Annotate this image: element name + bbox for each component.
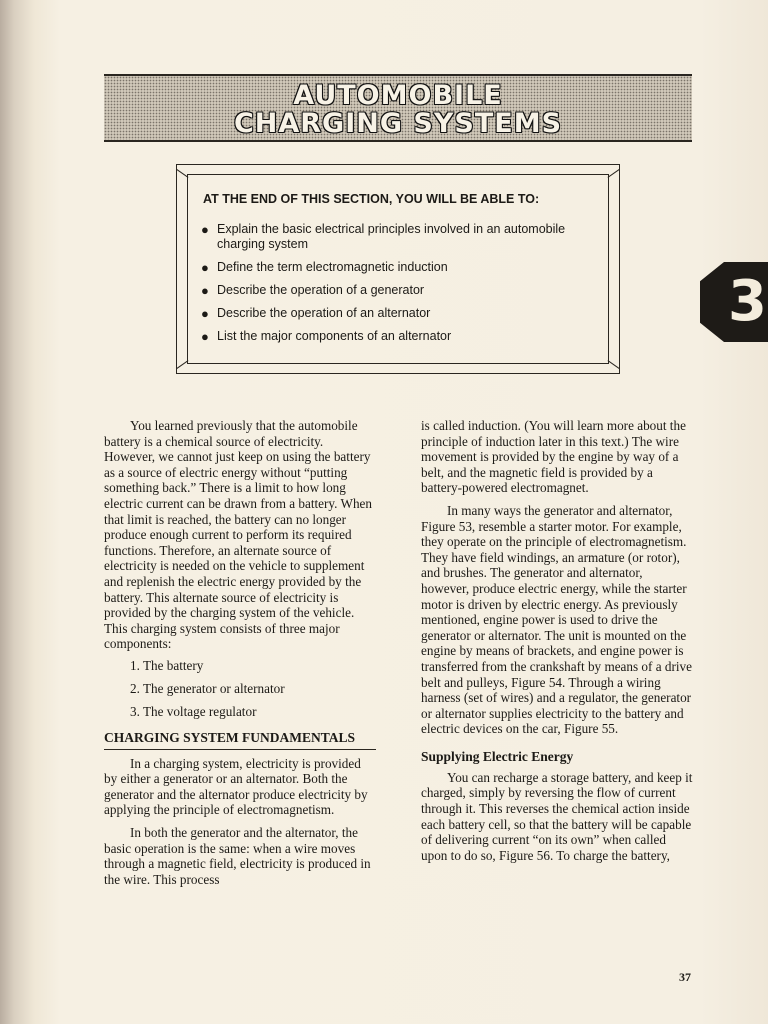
body-paragraph: In many ways the generator and alternator, Figure 53, resemble a starter motor. For example, they operate on the principle of electromagnetism. They have field windings, an armature (or rotor), and brushes. The generator and alternator, however, produce electric energy, while the starter motor is driven by electric energy. As previously mentioned, engine power is used to drive the generator or alternator. The unit is mounted on the engine by means of brackets, and engine power is transferred from the crankshaft by means of a drive belt and pulleys, Figure 54. Through a wiring harness (set of wires) and a regulator, the generator or alternator supplies electricity to the battery and electric devices on the car, Figure 55. (421, 502, 692, 737)
objective-item: ● Describe the operation of an alternator (201, 306, 431, 321)
objectives-list (201, 222, 601, 352)
chapter-number: 3 (728, 269, 767, 334)
component-item: 2. The generator or alternator (130, 681, 285, 696)
components-list (130, 658, 376, 720)
objectives-heading: AT THE END OF THIS SECTION, YOU WILL BE ABLE TO: (203, 192, 540, 206)
left-column (104, 418, 376, 887)
chapter-title-line-1: AUTOMOBILE (293, 80, 503, 111)
intro-paragraph: You learned previously that the automobile battery is a chemical source of electricity. However, we cannot just keep on using the battery as a source of electric energy without “putting something back.” There is a limit to how long electric current can be drawn from a battery. When that limit is reached, the battery can no longer produce enough current to perform its required functions. Therefore, an alternate source of electricity is needed on the vehicle to supplement and replenish the electric energy provided by the battery. This alternate source of electricity is provided by the charging system of the vehicle. This charging system consists of three major components: (104, 418, 373, 652)
bullet-icon: ● (201, 260, 209, 275)
body-paragraph: You can recharge a storage battery, and keep it charged, simply by reversing the flow of current through it. This reverses the chemical action inside each battery cell, so that the battery will be capable of delivering current “on its own” when called upon to do so, Figure 56. To charge the battery, (421, 769, 693, 863)
body-paragraph: In a charging system, electricity is provided by either a generator or an alternator. Both the generator and the alternator produce electricity by applying the principle of electromagnetism. (104, 755, 368, 818)
frame-corner (608, 360, 620, 369)
bullet-icon: ● (201, 329, 209, 344)
component-item: 1. The battery (130, 657, 204, 673)
bullet-icon: ● (201, 306, 209, 321)
right-column (421, 418, 693, 863)
body-paragraph: is called induction. (You will learn more about the principle of induction later in this text.) The wire movement is provided by the engine by way of a belt, and the magnetic field is provided by a battery-powered electromagnet. (421, 418, 686, 496)
bullet-icon: ● (201, 283, 209, 298)
subsection-heading: Supplying Electric Energy (421, 748, 574, 764)
objective-item: ● List the major components of an alternator (201, 329, 452, 344)
section-heading: CHARGING SYSTEM FUNDAMENTALS (104, 730, 376, 750)
component-item: 3. The voltage regulator (130, 704, 257, 720)
frame-corner (176, 360, 188, 369)
body-paragraph: In both the generator and the alternator, the basic operation is the same: when a wire moves through a magnetic field, electricity is produced in the wire. This process (104, 825, 371, 887)
chapter-title-banner (104, 74, 692, 142)
page-number: 37 (679, 970, 691, 984)
objective-item: ● Define the term electromagnetic induction (201, 260, 448, 275)
objective-item: ● Explain the basic electrical principles involved in an automobile charging system (201, 222, 566, 251)
chapter-title-line-2: CHARGING SYSTEMS (233, 108, 563, 139)
objective-item: ● Describe the operation of a generator (201, 283, 425, 298)
bullet-icon: ● (201, 222, 209, 237)
frame-corner (608, 169, 620, 178)
